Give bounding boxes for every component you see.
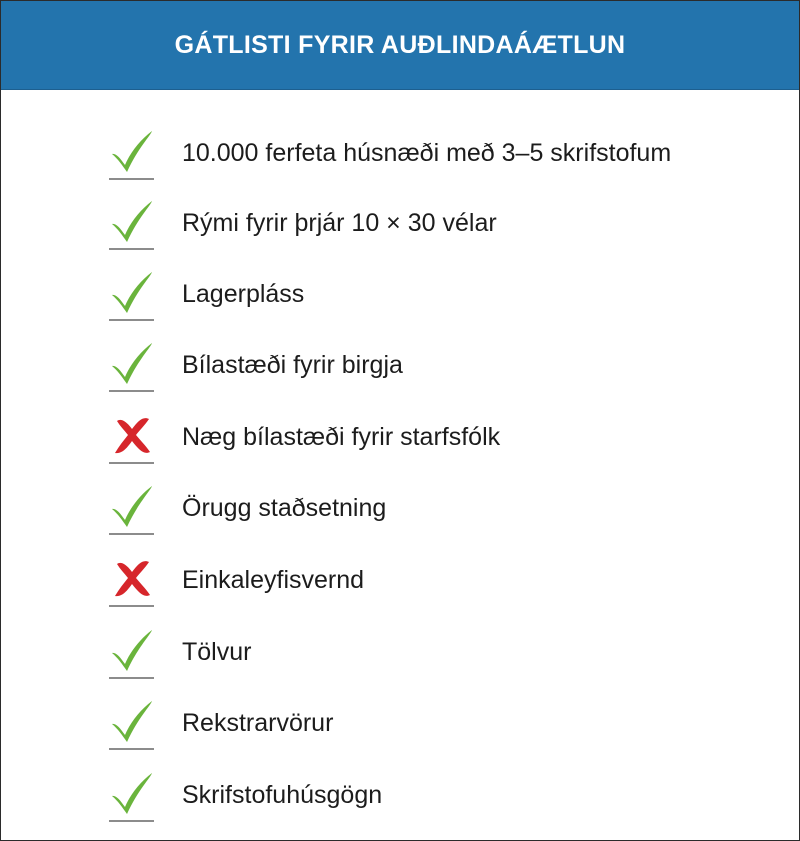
header-bar	[1, 1, 799, 90]
list-item	[1, 266, 799, 338]
green-check-icon	[107, 125, 157, 175]
status-mark	[107, 480, 157, 536]
list-item	[1, 552, 799, 624]
list-item	[1, 480, 799, 552]
green-check-icon	[107, 195, 157, 245]
status-mark	[107, 337, 157, 393]
underline	[109, 390, 154, 392]
list-item	[1, 695, 799, 767]
underline	[109, 462, 154, 464]
green-check-icon	[107, 767, 157, 817]
status-mark	[107, 552, 157, 608]
status-mark	[107, 125, 157, 181]
underline	[109, 605, 154, 607]
red-x-icon	[107, 409, 157, 459]
status-mark	[107, 624, 157, 680]
green-check-icon	[107, 266, 157, 316]
list-item	[1, 337, 799, 409]
green-check-icon	[107, 337, 157, 387]
list-item	[1, 125, 799, 197]
underline	[109, 748, 154, 750]
underline	[109, 677, 154, 679]
list-item-label: Rými fyrir þrjár 10 × 30 vélar	[182, 209, 497, 237]
underline	[109, 533, 154, 535]
status-mark	[107, 695, 157, 751]
underline	[109, 178, 154, 180]
page-title: GÁTLISTI FYRIR AUÐLINDAÁÆTLUN	[174, 30, 626, 59]
underline	[109, 248, 154, 250]
green-check-icon	[107, 624, 157, 674]
list-item-label: 10.000 ferfeta húsnæði með 3–5 skrifstofum	[182, 139, 672, 167]
underline	[109, 319, 154, 321]
status-mark	[107, 409, 157, 465]
list-item-label: Lagerpláss	[182, 280, 305, 308]
list-item	[1, 409, 799, 481]
list-item-label: Rekstrarvörur	[182, 709, 334, 737]
list-item-label: Skrifstofuhúsgögn	[182, 781, 383, 809]
status-mark	[107, 195, 157, 251]
status-mark	[107, 266, 157, 322]
list-item	[1, 767, 799, 839]
status-mark	[107, 767, 157, 823]
list-item-label: Bílastæði fyrir birgja	[182, 351, 403, 379]
list-item-label: Einkaleyfisvernd	[182, 566, 365, 594]
list-item-label: Tölvur	[182, 638, 252, 666]
list-item	[1, 195, 799, 267]
underline	[109, 820, 154, 822]
list-item-label: Næg bílastæði fyrir starfsfólk	[182, 423, 501, 451]
list-item	[1, 624, 799, 696]
list-item-label: Örugg staðsetning	[182, 494, 387, 522]
red-x-icon	[107, 552, 157, 602]
green-check-icon	[107, 695, 157, 745]
green-check-icon	[107, 480, 157, 530]
